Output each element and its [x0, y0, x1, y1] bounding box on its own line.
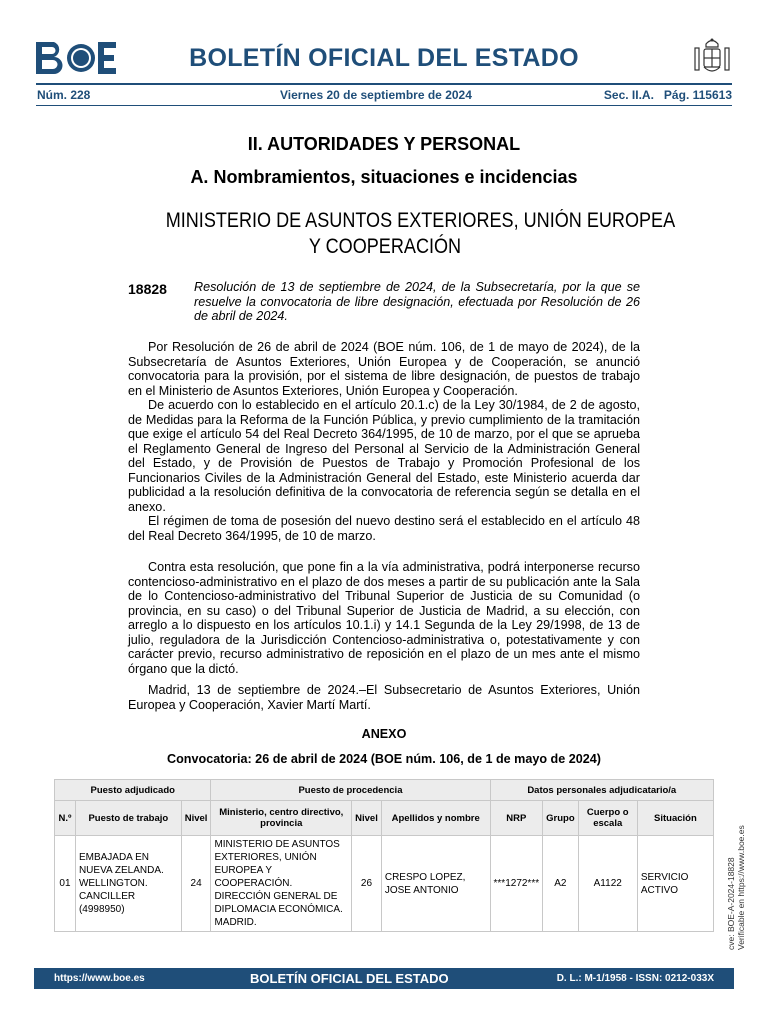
paragraph: Contra esta resolución, que pone fin a la vía administrativa, podrá interponerse recurso contencioso-administrativo en el plazo de dos meses a partir de su publicación ante la Sala de lo Contencioso-administrativo del Tribunal Superior de Justicia de su Comunidad (o provincia, en su caso) o del Tribunal Superior de Justicia de Madrid, a su elección, con arreglo a lo dispuesto en los artículos 10.1.i) y 14.1 Segunda de la Ley 29/1998, de 13 de julio, reguladora de la Jurisdicción Contencioso-administrativa o, potestativamente y con carácter previo, recurso administrativo de reposición en el plazo de un mes ante el mismo órgano que la dictó.	[128, 560, 640, 676]
body-block-3	[128, 683, 640, 712]
column-header: NRP	[490, 801, 543, 836]
cell-name: CRESPO LOPEZ, JOSE ANTONIO	[381, 836, 490, 932]
header-rule	[36, 83, 732, 85]
column-header: Apellidos y nombre	[381, 801, 490, 836]
column-header: Nivel	[352, 801, 382, 836]
table-row	[55, 836, 714, 932]
footer-legal: D. L.: M-1/1958 - ISSN: 0212-033X	[556, 973, 714, 984]
column-header: Grupo	[543, 801, 579, 836]
meta-rule	[36, 105, 732, 106]
column-header: Situación	[637, 801, 713, 836]
resolution-summary: Resolución de 13 de septiembre de 2024, de la Subsecretaría, por la que se resuelve la convocatoria de libre designación, efectuada por Resolución de 26 de abril de 2024.	[194, 280, 640, 323]
column-header: Cuerpo o escala	[578, 801, 637, 836]
column-header: Nivel	[181, 801, 211, 836]
paragraph: Por Resolución de 26 de abril de 2024 (BOE núm. 106, de 1 de mayo de 2024), de la Subsecretaría de Asuntos Exteriores, Unión Europea y de Cooperación, se anunció convocatoria para la provisión, por el sistema de libre designación, de puestos de trabajo en el Ministerio de Asuntos Exteriores, Unión Europea y Cooperación.	[128, 340, 640, 398]
body-block-1	[128, 340, 640, 543]
cell-status: SERVICIO ACTIVO	[637, 836, 713, 932]
footer-title: BOLETÍN OFICIAL DEL ESTADO	[250, 971, 449, 986]
group-header: Puesto de procedencia	[211, 780, 490, 801]
cell-corps: A1122	[578, 836, 637, 932]
footer-bar	[34, 968, 734, 989]
verification-link[interactable]: Verificable en https://www.boe.es	[736, 825, 746, 950]
issue-date: Viernes 20 de septiembre de 2024	[280, 88, 472, 102]
ministry-heading	[165, 208, 676, 260]
table-header-row	[55, 801, 714, 836]
paragraph: El régimen de toma de posesión del nuevo destino será el establecido en el artículo 48 del Real Decreto 364/1995, de 10 de marzo.	[128, 514, 640, 543]
cell-nrp: ***1272***	[490, 836, 543, 932]
subsection-heading: A. Nombramientos, situaciones e incidencias	[190, 167, 578, 187]
annex-convocatoria: Convocatoria: 26 de abril de 2024 (BOE núm. 106, de 1 de mayo de 2024)	[167, 752, 601, 766]
gazette-title: BOLETÍN OFICIAL DEL ESTADO	[189, 44, 579, 72]
cell-position: EMBAJADA EN NUEVA ZELANDA. WELLINGTON. CANCILLER (4998950)	[75, 836, 181, 932]
annex-table	[54, 779, 714, 932]
table-group-header-row	[55, 780, 714, 801]
group-header: Datos personales adjudicatario/a	[490, 780, 713, 801]
cell-ministry: MINISTERIO DE ASUNTOS EXTERIORES, UNIÓN EUROPEA Y COOPERACIÓN. DIRECCIÓN GENERAL DE DIPLOMACIA ECONÓMICA. MADRID.	[211, 836, 352, 932]
section-page: Sec. II.A. Pág. 115613	[603, 88, 732, 102]
cve-code: cve: BOE-A-2024-18828	[726, 857, 736, 950]
footer-url-link[interactable]: https://www.boe.es	[54, 973, 145, 984]
column-header: N.º	[55, 801, 76, 836]
annex-title: ANEXO	[361, 727, 407, 741]
boe-logo	[36, 42, 116, 74]
cell-level: 24	[181, 836, 211, 932]
cell-number: 01	[55, 836, 76, 932]
signature-paragraph: Madrid, 13 de septiembre de 2024.–El Subsecretario de Asuntos Exteriores, Unión Europea y Cooperación, Xavier Martí Martí.	[128, 683, 640, 712]
coat-of-arms-icon	[690, 36, 734, 80]
cell-origin-level: 26	[352, 836, 382, 932]
column-header: Ministerio, centro directivo, provincia	[211, 801, 352, 836]
cell-group: A2	[543, 836, 579, 932]
ministry-line-2: Y COOPERACIÓN	[308, 235, 462, 258]
section-heading: II. AUTORIDADES Y PERSONAL	[247, 134, 521, 154]
verification-note	[726, 825, 746, 950]
group-header: Puesto adjudicado	[55, 780, 211, 801]
ministry-line-1: MINISTERIO DE ASUNTOS EXTERIORES, UNIÓN EUROPEA	[165, 209, 676, 232]
issue-number: Núm. 228	[37, 88, 91, 102]
body-block-2	[128, 560, 640, 676]
paragraph: De acuerdo con lo establecido en el artículo 20.1.c) de la Ley 30/1984, de 2 de agosto, de Medidas para la Reforma de la Función Pública, y previo cumplimiento de la tramitación que exige el artículo 54 del Real Decreto 364/1995, de 10 de marzo, por el que se aprueba el Reglamento General de Ingreso del Personal al Servicio de la Administración General del Estado, y de Provisión de Puestos de Trabajo y Promoción Profesional de los Funcionarios Civiles de la Administración General del Estado, este Ministerio acuerda dar publicidad a la resolución definitiva de la convocatoria de referencia según se detalla en el anexo.	[128, 398, 640, 514]
column-header: Puesto de trabajo	[75, 801, 181, 836]
resolution-number: 18828	[128, 281, 167, 297]
